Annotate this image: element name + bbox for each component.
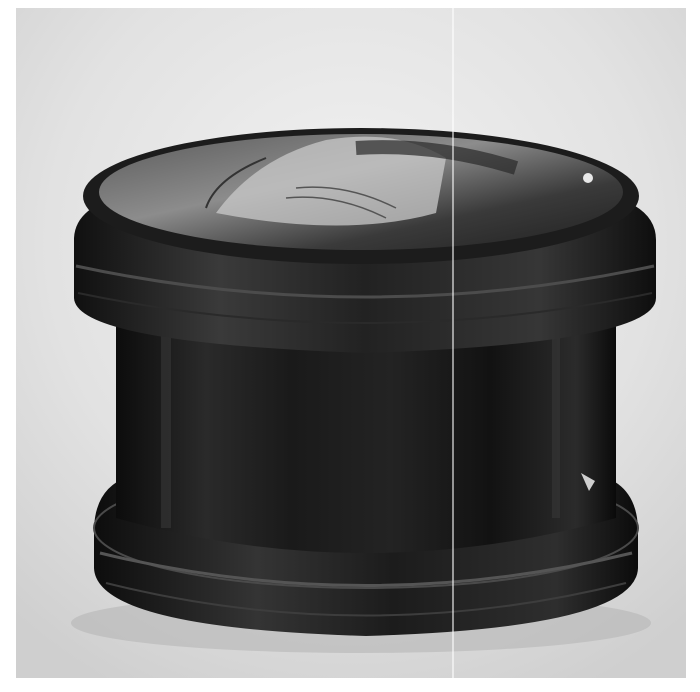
- photo-crease: [452, 8, 454, 678]
- box-photo-illustration: [16, 8, 686, 678]
- photograph: [16, 8, 686, 678]
- glint: [583, 173, 593, 183]
- lid-top: [83, 128, 639, 264]
